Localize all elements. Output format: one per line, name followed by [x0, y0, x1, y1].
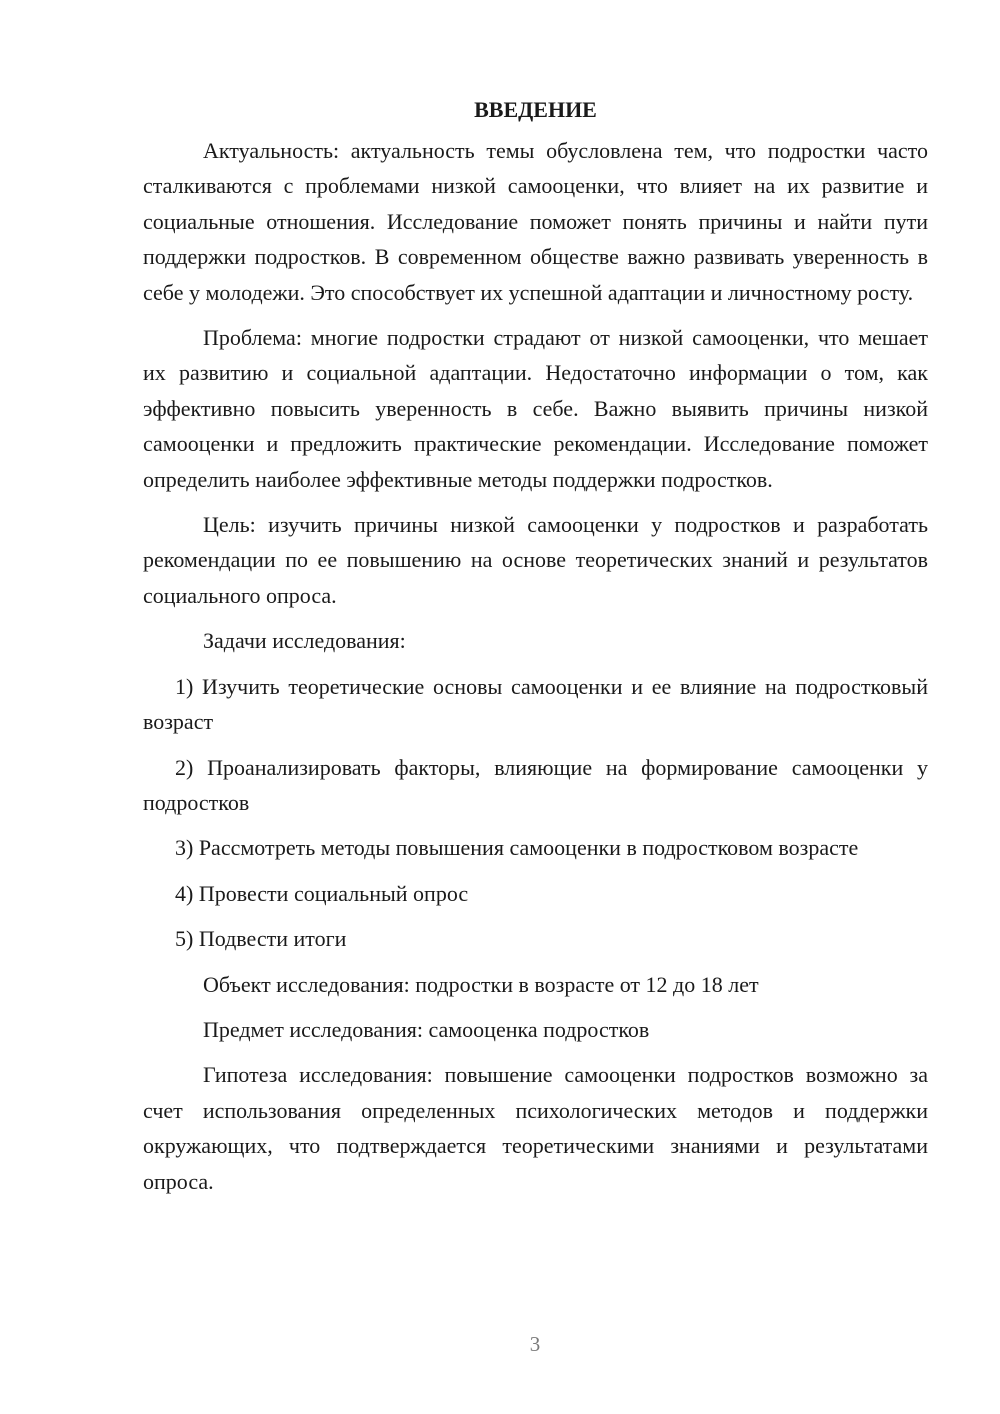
task-item-2: 2) Проанализировать факторы, влияющие на формирование самооценки у подростков [143, 754, 928, 815]
goal-paragraph: Цель: изучить причины низкой самооценки у подростков и разработать рекомендации по ее повышению на основе теоретических знаний и результатов социального опроса. [143, 512, 928, 608]
hypothesis-paragraph: Гипотеза исследования: повышение самооценки подростков возможно за счет использования определенных психологических методов и поддержки окружающих, что подтверждается теоретическими знаниями и результатами опроса. [143, 1062, 928, 1194]
problem-paragraph: Проблема: многие подростки страдают от низкой самооценки, что мешает их развитию и социальной адаптации. Недостаточно информации о том, как эффективно повысить уверенность в себе. Важно выявить причины низкой самооценки и предложить практические рекомендации. Исследование поможет определить наиболее эффективные методы поддержки подростков. [143, 325, 928, 492]
document-page [143, 92, 928, 1209]
page-number: 3 [529, 1332, 541, 1356]
task-item-5: 5) Подвести итоги [175, 926, 347, 952]
task-item-1: 1) Изучить теоретические основы самооценки и ее влияние на подростковый возраст [143, 673, 928, 735]
task-item-3: 3) Рассмотреть методы повышения самооценки в подростковом возрасте [175, 835, 859, 861]
tasks-title: Задачи исследования: [203, 628, 406, 654]
relevance-paragraph: Актуальность: актуальность темы обусловлена тем, что подростки часто сталкиваются с проблемами низкой самооценки, что влияет на их развитие и социальные отношения. Исследование поможет понять причины и найти пути поддержки подростков. В современном обществе важно развивать уверенность в себе у молодежи. Это способствует их успешной адаптации и личностному росту. [143, 138, 928, 305]
research-subject: Предмет исследования: самооценка подростков [203, 1016, 650, 1042]
page-title: ВВЕДЕНИЕ [474, 97, 597, 122]
research-object: Объект исследования: подростки в возрасте от 12 до 18 лет [203, 971, 759, 997]
task-item-4: 4) Провести социальный опрос [175, 880, 469, 906]
